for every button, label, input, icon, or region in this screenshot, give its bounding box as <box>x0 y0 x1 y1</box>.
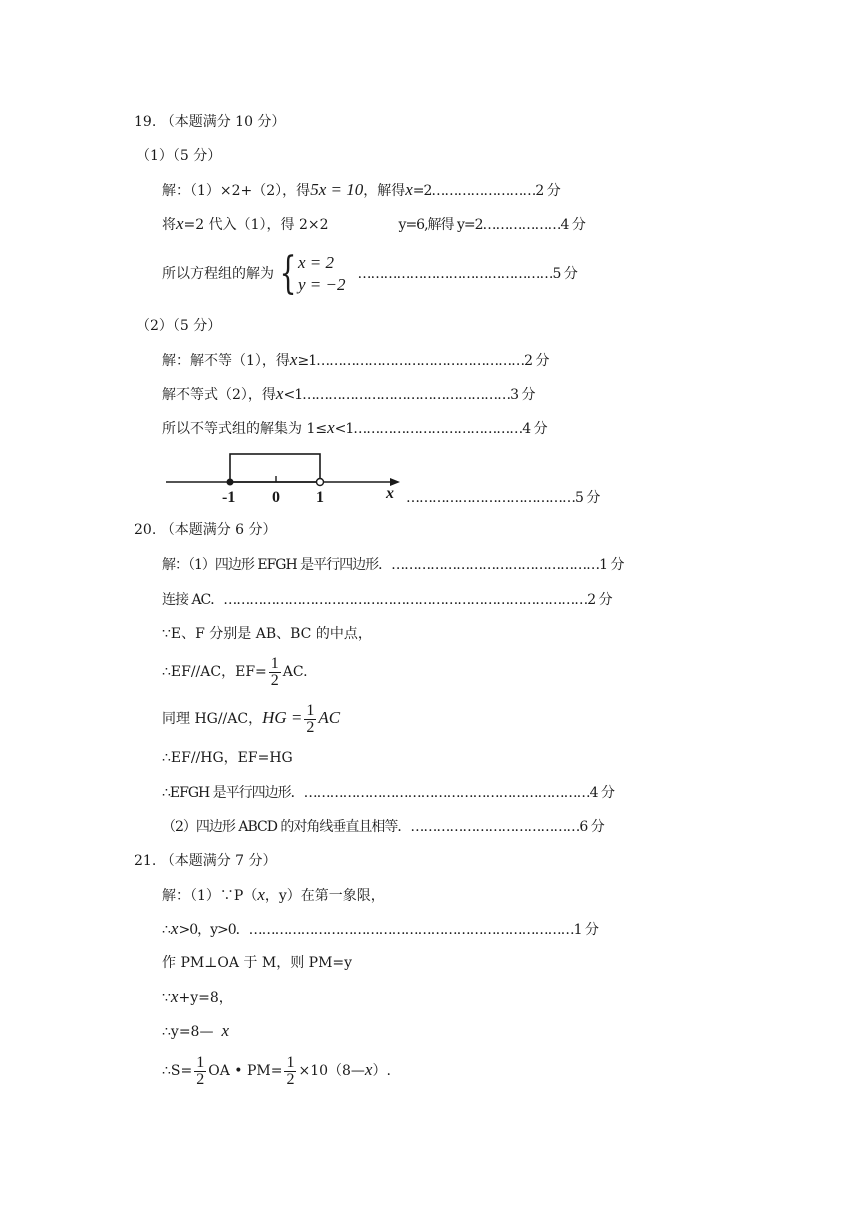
text-score: <1…………………………………4 分 <box>334 421 547 437</box>
text: ，解得 <box>363 183 406 199</box>
text-score: y=6,解得 y=2………………4 分 <box>398 217 585 233</box>
numerator: 1 <box>196 1053 205 1071</box>
text: OA • PM= <box>208 1063 283 1079</box>
text: 同理 HG//AC， <box>162 711 263 727</box>
variable-x: x <box>364 1060 373 1079</box>
q19-part2-line1 <box>162 350 548 371</box>
text: ∴S= <box>162 1063 193 1079</box>
variable-x: x <box>405 180 413 199</box>
label-minus-one: -1 <box>222 489 236 506</box>
q20-line7: ∴EFGH 是平行四边形．…………………………………………………………4 分 <box>162 785 615 801</box>
q19-part2-line4-score: …………………………………5 分 <box>406 490 600 506</box>
q19-part2-heading: （2）（5 分） <box>136 318 222 334</box>
equation: AC <box>318 708 341 727</box>
closed-point-icon <box>227 479 234 486</box>
q20-line8: （2）四边形 ABCD 的对角线垂直且相等．…………………………………6 分 <box>162 819 604 835</box>
denominator: 2 <box>306 718 315 736</box>
text: ，y）在第一象限， <box>264 888 385 904</box>
q20-line2: 连接 AC．…………………………………………………………………………2 分 <box>162 592 612 608</box>
text-score: =2……………………2 分 <box>412 183 560 199</box>
variable-x: x <box>327 418 335 437</box>
text-score: ………………………………………5 分 <box>357 266 577 282</box>
open-point-icon <box>317 479 324 486</box>
q19-part2-line2 <box>162 384 534 405</box>
text: 将 <box>162 217 176 233</box>
q20-line1: 解：（1）四边形 EFGH 是平行四边形．…………………………………………1 分 <box>162 557 624 573</box>
numerator: 1 <box>306 701 315 719</box>
q21-line2 <box>162 919 598 940</box>
text: =2 代入（1），得 2×2 <box>183 217 329 233</box>
text: 解不等式（2），得 <box>162 387 276 403</box>
text: ∴ <box>162 922 171 938</box>
text: 所以不等式组的解集为 1≤ <box>162 421 328 437</box>
denominator: 2 <box>196 1070 205 1088</box>
q19-part1-heading: （1）（5 分） <box>136 148 222 164</box>
equation-2: y = −2 <box>298 275 346 294</box>
q21-title: 21. （本题满分 7 分） <box>134 853 277 869</box>
variable-x: x <box>221 1021 230 1040</box>
q19-part2-line3 <box>162 418 547 439</box>
q21-line3: 作 PM⊥OA 于 M，则 PM=y <box>162 955 353 971</box>
q20-title: 20. （本题满分 6 分） <box>134 522 277 538</box>
text: 解：（1）∵P（ <box>162 888 258 904</box>
label-one: 1 <box>316 489 324 506</box>
text: AC. <box>282 664 308 680</box>
q19-title: 19. （本题满分 10 分） <box>134 114 286 130</box>
variable-x: x <box>170 919 179 938</box>
fraction-half <box>284 1055 296 1088</box>
variable-x: x <box>257 885 265 904</box>
text: 解：解不等（1），得 <box>162 353 290 369</box>
variable-x: x <box>170 987 179 1006</box>
text-score: <1…………………………………………3 分 <box>283 387 535 403</box>
text: +y=8， <box>178 990 233 1006</box>
variable-x: x <box>289 350 298 369</box>
equation: HG = <box>262 708 303 727</box>
q20-line4 <box>162 652 308 692</box>
left-brace-icon: { <box>279 248 297 299</box>
text-score: >0，y>0．…………………………………………………………………1 分 <box>178 922 599 938</box>
text: ∴y=8— <box>162 1024 214 1040</box>
fraction-half <box>269 656 281 689</box>
variable-x: x <box>176 214 184 233</box>
q19-part1-line1 <box>162 180 560 201</box>
fraction-half <box>194 1055 206 1088</box>
text: ）. <box>372 1063 391 1079</box>
text-score: ≥1…………………………………………2 分 <box>297 353 549 369</box>
q20-line5 <box>162 698 340 739</box>
equation-system <box>298 252 346 296</box>
text: ×10（8— <box>298 1063 365 1079</box>
fraction-half <box>304 703 316 736</box>
solution-set-box <box>230 454 320 482</box>
numerator: 1 <box>286 1053 295 1071</box>
q21-line6 <box>162 1050 391 1091</box>
text: ∴EF//AC，EF= <box>162 664 267 680</box>
text: ∵ <box>162 990 171 1006</box>
numerator: 1 <box>270 654 279 672</box>
label-zero: 0 <box>272 489 280 506</box>
denominator: 2 <box>270 671 279 689</box>
text: 所以方程组的解为 <box>162 266 274 282</box>
q20-line3: ∵E、F 分别是 AB、BC 的中点， <box>162 626 372 642</box>
text: 解：（1）×2+（2），得 <box>162 183 311 199</box>
variable-x: x <box>275 384 284 403</box>
q20-line6: ∴EF//HG，EF=HG <box>162 750 293 766</box>
number-line-diagram <box>164 448 404 506</box>
q21-line5 <box>162 1021 229 1042</box>
equation: 5x = 10 <box>310 180 364 199</box>
equation-1: x = 2 <box>298 253 335 272</box>
q21-line1 <box>162 885 385 906</box>
q21-line4 <box>162 987 233 1008</box>
denominator: 2 <box>286 1070 295 1088</box>
q19-part1-line3 <box>162 250 577 298</box>
q19-part1-line2 <box>162 214 585 235</box>
label-x: x <box>386 485 394 502</box>
